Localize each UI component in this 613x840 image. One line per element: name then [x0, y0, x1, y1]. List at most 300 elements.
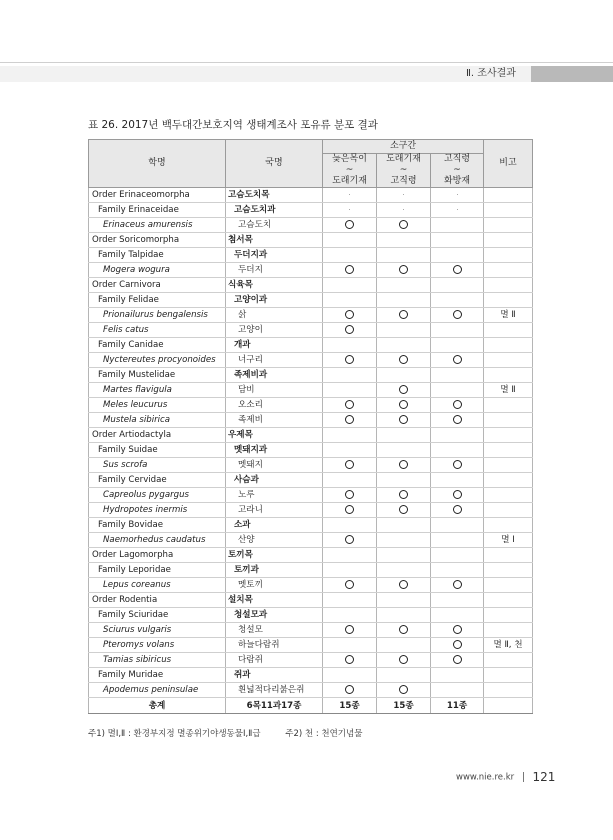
header-subsection-3	[431, 154, 484, 188]
korean-name-cell: 산양	[226, 533, 323, 548]
mammal-distribution-table	[88, 139, 532, 714]
table-row-species	[89, 263, 533, 278]
subsection-3-cell	[431, 473, 484, 488]
presence-circle-icon	[399, 310, 408, 319]
dot-marker-icon	[457, 194, 458, 195]
presence-circle-icon	[453, 415, 462, 424]
korean-name-cell: 고슴도치	[226, 218, 323, 233]
presence-circle-icon	[345, 355, 354, 364]
subsection-1-cell	[323, 458, 377, 473]
korean-name-cell: 토끼목	[226, 548, 323, 563]
table-row-family	[89, 473, 533, 488]
subsection-3-cell	[431, 413, 484, 428]
presence-circle-icon	[345, 460, 354, 469]
table-row-species	[89, 503, 533, 518]
subsection-1-cell	[323, 203, 377, 218]
subsection-1-cell	[323, 188, 377, 203]
subsection-3-cell	[431, 668, 484, 683]
header-subsection-3-to: 화방재	[443, 176, 471, 186]
table-row-species	[89, 653, 533, 668]
subsection-1-cell	[323, 428, 377, 443]
note-cell	[484, 623, 533, 638]
scientific-name-cell: Capreolus pygargus	[89, 488, 226, 503]
scientific-name-cell: Order Soricomorpha	[89, 233, 226, 248]
subsection-2-cell	[377, 518, 431, 533]
scientific-name-cell: Family Leporidae	[89, 563, 226, 578]
subsection-2-cell	[377, 353, 431, 368]
subsection-3-cell	[431, 278, 484, 293]
presence-circle-icon	[453, 580, 462, 589]
scientific-name-cell: Felis catus	[89, 323, 226, 338]
note-cell	[484, 278, 533, 293]
header-subsection-3-from: 고직령	[443, 154, 471, 164]
presence-circle-icon	[399, 220, 408, 229]
subsection-1-cell	[323, 323, 377, 338]
note-cell: 멸 Ⅱ, 천	[484, 638, 533, 653]
subsection-3-cell	[431, 563, 484, 578]
note-cell	[484, 593, 533, 608]
korean-name-cell: 고양이과	[226, 293, 323, 308]
presence-circle-icon	[453, 460, 462, 469]
scientific-name-cell: Martes flavigula	[89, 383, 226, 398]
subsection-1-cell	[323, 593, 377, 608]
note-cell	[484, 443, 533, 458]
presence-circle-icon	[453, 400, 462, 409]
chapter-band-light	[0, 66, 531, 82]
subsection-3-cell	[431, 338, 484, 353]
presence-circle-icon	[399, 355, 408, 364]
header-subsection-2-from: 도래기재	[386, 154, 421, 164]
scientific-name-cell: Mogera wogura	[89, 263, 226, 278]
subsection-2-cell	[377, 263, 431, 278]
subsection-2-cell	[377, 233, 431, 248]
subsection-2-cell	[377, 548, 431, 563]
subsection-3-cell	[431, 518, 484, 533]
note-cell	[484, 653, 533, 668]
scientific-name-cell: Family Canidae	[89, 338, 226, 353]
note-cell	[484, 353, 533, 368]
subsection-3-cell	[431, 188, 484, 203]
subsection-1-cell	[323, 278, 377, 293]
subsection-2-cell	[377, 653, 431, 668]
scientific-name-cell: Family Suidae	[89, 443, 226, 458]
table-row-family	[89, 203, 533, 218]
subsection-3-cell	[431, 593, 484, 608]
subsection-1-cell	[323, 653, 377, 668]
korean-name-cell: 족제비	[226, 413, 323, 428]
table-title: 표 26. 2017년 백두대간보호지역 생태계조사 포유류 분포 결과	[88, 119, 378, 131]
scientific-name-cell: Family Cervidae	[89, 473, 226, 488]
presence-circle-icon	[345, 490, 354, 499]
presence-circle-icon	[345, 505, 354, 514]
subsection-3-cell	[431, 443, 484, 458]
scientific-name-cell: Family Bovidae	[89, 518, 226, 533]
table-row-family	[89, 248, 533, 263]
note-cell	[484, 323, 533, 338]
subsection-1-cell	[323, 518, 377, 533]
korean-name-cell: 고슴도치과	[226, 203, 323, 218]
table-row-family	[89, 608, 533, 623]
presence-circle-icon	[399, 580, 408, 589]
subsection-1-cell	[323, 248, 377, 263]
korean-name-cell: 담비	[226, 383, 323, 398]
footer-url: www.nie.re.kr	[456, 772, 515, 783]
header-rule	[0, 62, 613, 63]
presence-circle-icon	[453, 505, 462, 514]
table-row-species	[89, 578, 533, 593]
table-row-species	[89, 218, 533, 233]
scientific-name-cell: Tamias sibiricus	[89, 653, 226, 668]
subsection-2-cell	[377, 638, 431, 653]
table-row-species	[89, 308, 533, 323]
korean-name-cell: 설치목	[226, 593, 323, 608]
subsection-2-cell	[377, 323, 431, 338]
presence-circle-icon	[399, 505, 408, 514]
table-row-family	[89, 518, 533, 533]
scientific-name-cell: Mustela sibirica	[89, 413, 226, 428]
subsection-2-cell	[377, 683, 431, 698]
note-cell	[484, 683, 533, 698]
table-row-family	[89, 443, 533, 458]
subsection-3-cell	[431, 638, 484, 653]
presence-circle-icon	[453, 655, 462, 664]
subsection-2-cell	[377, 398, 431, 413]
note-cell: 멸 Ⅱ	[484, 308, 533, 323]
subsection-2-cell	[377, 668, 431, 683]
scientific-name-cell: Hydropotes inermis	[89, 503, 226, 518]
note-cell	[484, 293, 533, 308]
scientific-name-cell: Family Mustelidae	[89, 368, 226, 383]
table-row-species	[89, 458, 533, 473]
subsection-2-cell	[377, 188, 431, 203]
subsection-3-cell	[431, 368, 484, 383]
subsection-3-cell	[431, 323, 484, 338]
subsection-3-cell	[431, 488, 484, 503]
subsection-2-cell	[377, 608, 431, 623]
note-cell	[484, 668, 533, 683]
korean-name-cell: 족제비과	[226, 368, 323, 383]
note-cell	[484, 548, 533, 563]
subsection-1-cell	[323, 668, 377, 683]
table-row-species	[89, 413, 533, 428]
total-subsection-1-cell: 15종	[323, 698, 377, 714]
subsection-2-cell	[377, 443, 431, 458]
subsection-3-cell	[431, 533, 484, 548]
header-korean-name: 국명	[226, 140, 323, 188]
korean-name-cell: 고라니	[226, 503, 323, 518]
korean-name-cell: 사슴과	[226, 473, 323, 488]
scientific-name-cell: Family Muridae	[89, 668, 226, 683]
presence-circle-icon	[453, 490, 462, 499]
subsection-2-cell	[377, 383, 431, 398]
subsection-2-cell	[377, 203, 431, 218]
presence-circle-icon	[453, 310, 462, 319]
korean-name-cell: 청설모과	[226, 608, 323, 623]
footnote-2: 주2) 천 : 천연기념물	[285, 729, 363, 739]
korean-name-cell: 청설모	[226, 623, 323, 638]
dot-marker-icon	[457, 209, 458, 210]
subsection-2-cell	[377, 458, 431, 473]
presence-circle-icon	[399, 685, 408, 694]
note-cell	[484, 473, 533, 488]
header-subsection-3-tilde: ~	[453, 165, 461, 175]
korean-name-cell: 삵	[226, 308, 323, 323]
subsection-1-cell	[323, 338, 377, 353]
subsection-3-cell	[431, 398, 484, 413]
header-subsection-1-to: 도래기재	[332, 176, 367, 186]
table-row-species	[89, 683, 533, 698]
korean-name-cell: 다람쥐	[226, 653, 323, 668]
scientific-name-cell: Nyctereutes procyonoides	[89, 353, 226, 368]
korean-name-cell: 멧돼지과	[226, 443, 323, 458]
presence-circle-icon	[345, 310, 354, 319]
korean-name-cell: 식육목	[226, 278, 323, 293]
chapter-band	[0, 66, 613, 82]
subsection-3-cell	[431, 383, 484, 398]
subsection-1-cell	[323, 293, 377, 308]
presence-circle-icon	[399, 400, 408, 409]
header-subsection-2-tilde: ~	[399, 165, 408, 175]
dot-marker-icon	[403, 194, 404, 195]
presence-circle-icon	[345, 325, 354, 334]
footnotes	[88, 727, 362, 739]
subsection-1-cell	[323, 353, 377, 368]
korean-name-cell: 고슴도치목	[226, 188, 323, 203]
table-row-order	[89, 278, 533, 293]
scientific-name-cell: Pteromys volans	[89, 638, 226, 653]
subsection-3-cell	[431, 308, 484, 323]
header-note: 비고	[484, 140, 533, 188]
subsection-1-cell	[323, 443, 377, 458]
subsection-1-cell	[323, 398, 377, 413]
subsection-1-cell	[323, 218, 377, 233]
subsection-1-cell	[323, 368, 377, 383]
table-row-family	[89, 293, 533, 308]
note-cell	[484, 428, 533, 443]
subsection-1-cell	[323, 308, 377, 323]
scientific-name-cell: Family Erinaceidae	[89, 203, 226, 218]
subsection-1-cell	[323, 563, 377, 578]
scientific-name-cell: Order Rodentia	[89, 593, 226, 608]
total-subsection-3-cell: 11종	[431, 698, 484, 714]
subsection-2-cell	[377, 473, 431, 488]
note-cell: 멸 Ⅰ	[484, 533, 533, 548]
scientific-name-cell: Sus scrofa	[89, 458, 226, 473]
presence-circle-icon	[345, 265, 354, 274]
korean-name-cell: 우제목	[226, 428, 323, 443]
subsection-3-cell	[431, 548, 484, 563]
table-row-species	[89, 623, 533, 638]
note-cell	[484, 188, 533, 203]
subsection-3-cell	[431, 353, 484, 368]
presence-circle-icon	[399, 625, 408, 634]
note-cell	[484, 233, 533, 248]
subsection-3-cell	[431, 503, 484, 518]
dot-marker-icon	[403, 209, 404, 210]
scientific-name-cell: Apodemus peninsulae	[89, 683, 226, 698]
table-row-order	[89, 188, 533, 203]
header-subsection-2	[377, 154, 431, 188]
total-label-cell: 총계	[89, 698, 226, 714]
subsection-1-cell	[323, 233, 377, 248]
subsection-2-cell	[377, 278, 431, 293]
total-korean-cell: 6목11과17종	[226, 698, 323, 714]
table-row-order	[89, 548, 533, 563]
note-cell	[484, 458, 533, 473]
korean-name-cell: 첨서목	[226, 233, 323, 248]
presence-circle-icon	[399, 265, 408, 274]
table-row-species	[89, 383, 533, 398]
subsection-1-cell	[323, 503, 377, 518]
presence-circle-icon	[399, 415, 408, 424]
table-row-family	[89, 668, 533, 683]
subsection-1-cell	[323, 473, 377, 488]
header-subsection-2-to: 고직령	[390, 176, 417, 186]
subsection-3-cell	[431, 263, 484, 278]
note-cell	[484, 248, 533, 263]
subsection-1-cell	[323, 623, 377, 638]
total-subsection-2-cell: 15종	[377, 698, 431, 714]
presence-circle-icon	[399, 460, 408, 469]
note-cell	[484, 338, 533, 353]
presence-circle-icon	[453, 355, 462, 364]
subsection-1-cell	[323, 488, 377, 503]
note-cell	[484, 218, 533, 233]
presence-circle-icon	[345, 220, 354, 229]
table-row-total	[89, 698, 533, 714]
header-subsection-1-tilde: ~	[345, 165, 354, 175]
presence-circle-icon	[345, 580, 354, 589]
subsection-1-cell	[323, 578, 377, 593]
scientific-name-cell: Order Lagomorpha	[89, 548, 226, 563]
subsection-3-cell	[431, 623, 484, 638]
subsection-3-cell	[431, 203, 484, 218]
korean-name-cell: 개과	[226, 338, 323, 353]
presence-circle-icon	[345, 415, 354, 424]
page-number: 121	[532, 770, 556, 784]
chapter-band-tab	[531, 66, 613, 82]
korean-name-cell: 멧토끼	[226, 578, 323, 593]
presence-circle-icon	[399, 490, 408, 499]
scientific-name-cell: Erinaceus amurensis	[89, 218, 226, 233]
subsection-2-cell	[377, 428, 431, 443]
scientific-name-cell: Family Talpidae	[89, 248, 226, 263]
note-cell	[484, 413, 533, 428]
subsection-2-cell	[377, 218, 431, 233]
subsection-2-cell	[377, 503, 431, 518]
scientific-name-cell: Naemorhedus caudatus	[89, 533, 226, 548]
table-row-species	[89, 398, 533, 413]
korean-name-cell: 노루	[226, 488, 323, 503]
korean-name-cell: 고양이	[226, 323, 323, 338]
table-row-family	[89, 338, 533, 353]
subsection-1-cell	[323, 533, 377, 548]
korean-name-cell: 하늘다람쥐	[226, 638, 323, 653]
subsection-1-cell	[323, 383, 377, 398]
chapter-label: Ⅱ. 조사결과	[466, 68, 516, 79]
subsection-3-cell	[431, 578, 484, 593]
table-row-species	[89, 533, 533, 548]
subsection-3-cell	[431, 218, 484, 233]
header-scientific-name: 학명	[89, 140, 226, 188]
korean-name-cell: 너구리	[226, 353, 323, 368]
subsection-2-cell	[377, 413, 431, 428]
presence-circle-icon	[345, 655, 354, 664]
subsection-3-cell	[431, 233, 484, 248]
presence-circle-icon	[453, 625, 462, 634]
scientific-name-cell: Order Carnivora	[89, 278, 226, 293]
subsection-1-cell	[323, 683, 377, 698]
subsection-3-cell	[431, 683, 484, 698]
note-cell	[484, 488, 533, 503]
header-subsection-group: 소구간	[323, 140, 484, 154]
total-note-cell	[484, 698, 533, 714]
table-row-species	[89, 323, 533, 338]
table-row-order	[89, 593, 533, 608]
subsection-2-cell	[377, 308, 431, 323]
note-cell	[484, 263, 533, 278]
subsection-3-cell	[431, 428, 484, 443]
presence-circle-icon	[345, 625, 354, 634]
korean-name-cell: 두더지	[226, 263, 323, 278]
subsection-2-cell	[377, 563, 431, 578]
subsection-2-cell	[377, 533, 431, 548]
scientific-name-cell: Family Felidae	[89, 293, 226, 308]
subsection-3-cell	[431, 293, 484, 308]
korean-name-cell: 두더지과	[226, 248, 323, 263]
header-subsection-1	[323, 154, 377, 188]
presence-circle-icon	[453, 640, 462, 649]
scientific-name-cell: Prionailurus bengalensis	[89, 308, 226, 323]
note-cell	[484, 578, 533, 593]
presence-circle-icon	[453, 265, 462, 274]
note-cell	[484, 398, 533, 413]
table-row-species	[89, 488, 533, 503]
subsection-3-cell	[431, 608, 484, 623]
korean-name-cell: 흰넓적다리붉은쥐	[226, 683, 323, 698]
dot-marker-icon	[349, 209, 350, 210]
scientific-name-cell: Sciurus vulgaris	[89, 623, 226, 638]
scientific-name-cell: Meles leucurus	[89, 398, 226, 413]
table-body	[89, 188, 533, 714]
korean-name-cell: 토끼과	[226, 563, 323, 578]
subsection-1-cell	[323, 638, 377, 653]
subsection-3-cell	[431, 248, 484, 263]
table-row-order	[89, 428, 533, 443]
korean-name-cell: 멧돼지	[226, 458, 323, 473]
subsection-3-cell	[431, 653, 484, 668]
subsection-3-cell	[431, 458, 484, 473]
subsection-2-cell	[377, 248, 431, 263]
note-cell: 멸 Ⅱ	[484, 383, 533, 398]
footnote-1: 주1) 멸Ⅰ,Ⅱ : 환경부지정 멸종위기야생동물Ⅰ,Ⅱ급	[88, 729, 261, 739]
table-row-order	[89, 233, 533, 248]
korean-name-cell: 소과	[226, 518, 323, 533]
subsection-1-cell	[323, 548, 377, 563]
korean-name-cell: 쥐과	[226, 668, 323, 683]
table-row-family	[89, 368, 533, 383]
subsection-1-cell	[323, 608, 377, 623]
dot-marker-icon	[349, 194, 350, 195]
subsection-2-cell	[377, 593, 431, 608]
subsection-1-cell	[323, 413, 377, 428]
page-footer	[456, 770, 555, 784]
note-cell	[484, 518, 533, 533]
scientific-name-cell: Order Erinaceomorpha	[89, 188, 226, 203]
table-row-species	[89, 638, 533, 653]
scientific-name-cell: Family Sciuridae	[89, 608, 226, 623]
note-cell	[484, 608, 533, 623]
